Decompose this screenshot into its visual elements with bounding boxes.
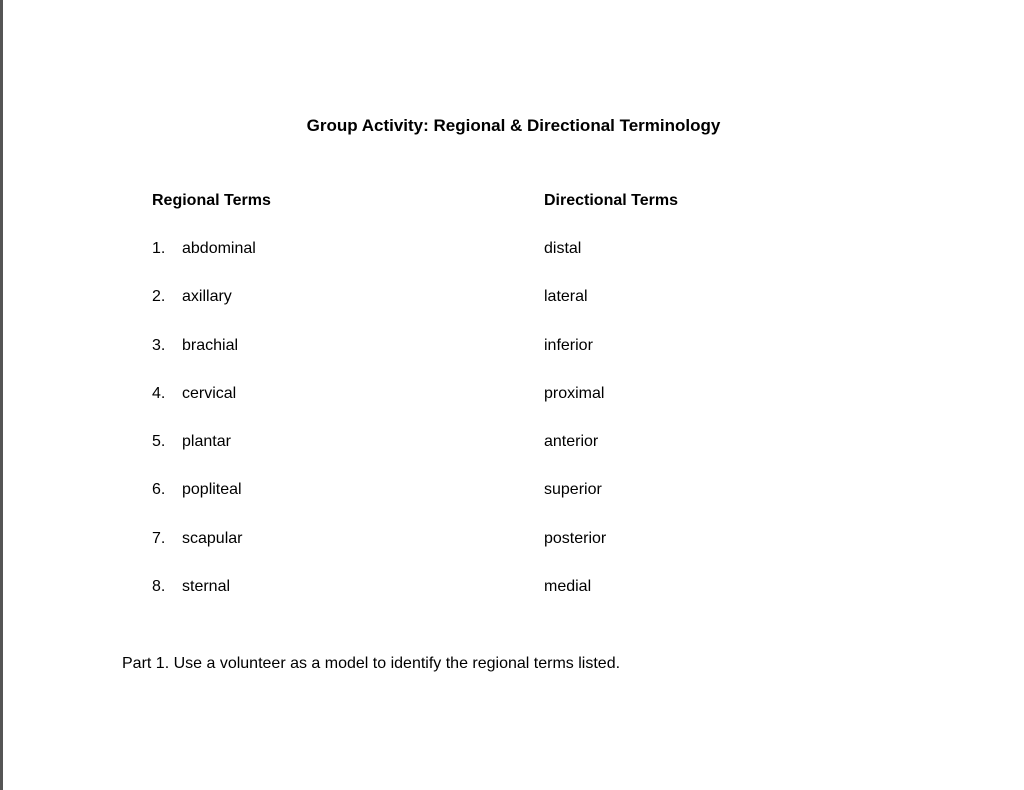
regional-term: brachial	[182, 336, 239, 354]
regional-terms-list	[152, 238, 452, 624]
regional-term: plantar	[182, 433, 231, 451]
regional-term-item	[152, 383, 452, 431]
regional-term-item	[152, 479, 452, 527]
regional-term-item	[152, 335, 452, 383]
item-number: 6.	[152, 481, 166, 499]
regional-term-item	[152, 528, 452, 576]
regional-term: sternal	[182, 578, 231, 596]
part1-instruction: Part 1. Use a volunteer as a model to identify the regional terms listed.	[122, 655, 621, 672]
regional-term: axillary	[182, 288, 232, 306]
regional-term-item	[152, 431, 452, 479]
item-number: 4.	[152, 384, 166, 402]
item-number: 8.	[152, 578, 166, 596]
regional-term: abdominal	[182, 240, 256, 257]
regional-term: cervical	[182, 384, 237, 402]
directional-term: inferior	[544, 336, 593, 354]
regional-term: scapular	[182, 529, 243, 547]
directional-term: proximal	[544, 384, 605, 402]
directional-term: medial	[544, 578, 592, 596]
directional-term: anterior	[544, 433, 599, 451]
directional-term: posterior	[544, 529, 607, 547]
item-number: 5.	[152, 433, 166, 451]
directional-term: superior	[544, 481, 602, 499]
page-title: Group Activity: Regional & Directional Terminology	[306, 116, 721, 135]
document-page	[3, 0, 1024, 790]
regional-terms-heading: Regional Terms	[152, 192, 271, 209]
item-number: 1.	[152, 240, 166, 257]
regional-term: popliteal	[182, 481, 242, 499]
regional-term-item	[152, 238, 452, 286]
directional-term: lateral	[544, 288, 588, 306]
regional-term-item	[152, 576, 452, 624]
directional-terms-heading: Directional Terms	[544, 192, 678, 209]
regional-term-item	[152, 286, 452, 334]
item-number: 3.	[152, 336, 166, 354]
item-number: 7.	[152, 529, 166, 547]
directional-terms-list	[544, 238, 844, 624]
item-number: 2.	[152, 288, 166, 306]
directional-term: distal	[544, 240, 582, 257]
